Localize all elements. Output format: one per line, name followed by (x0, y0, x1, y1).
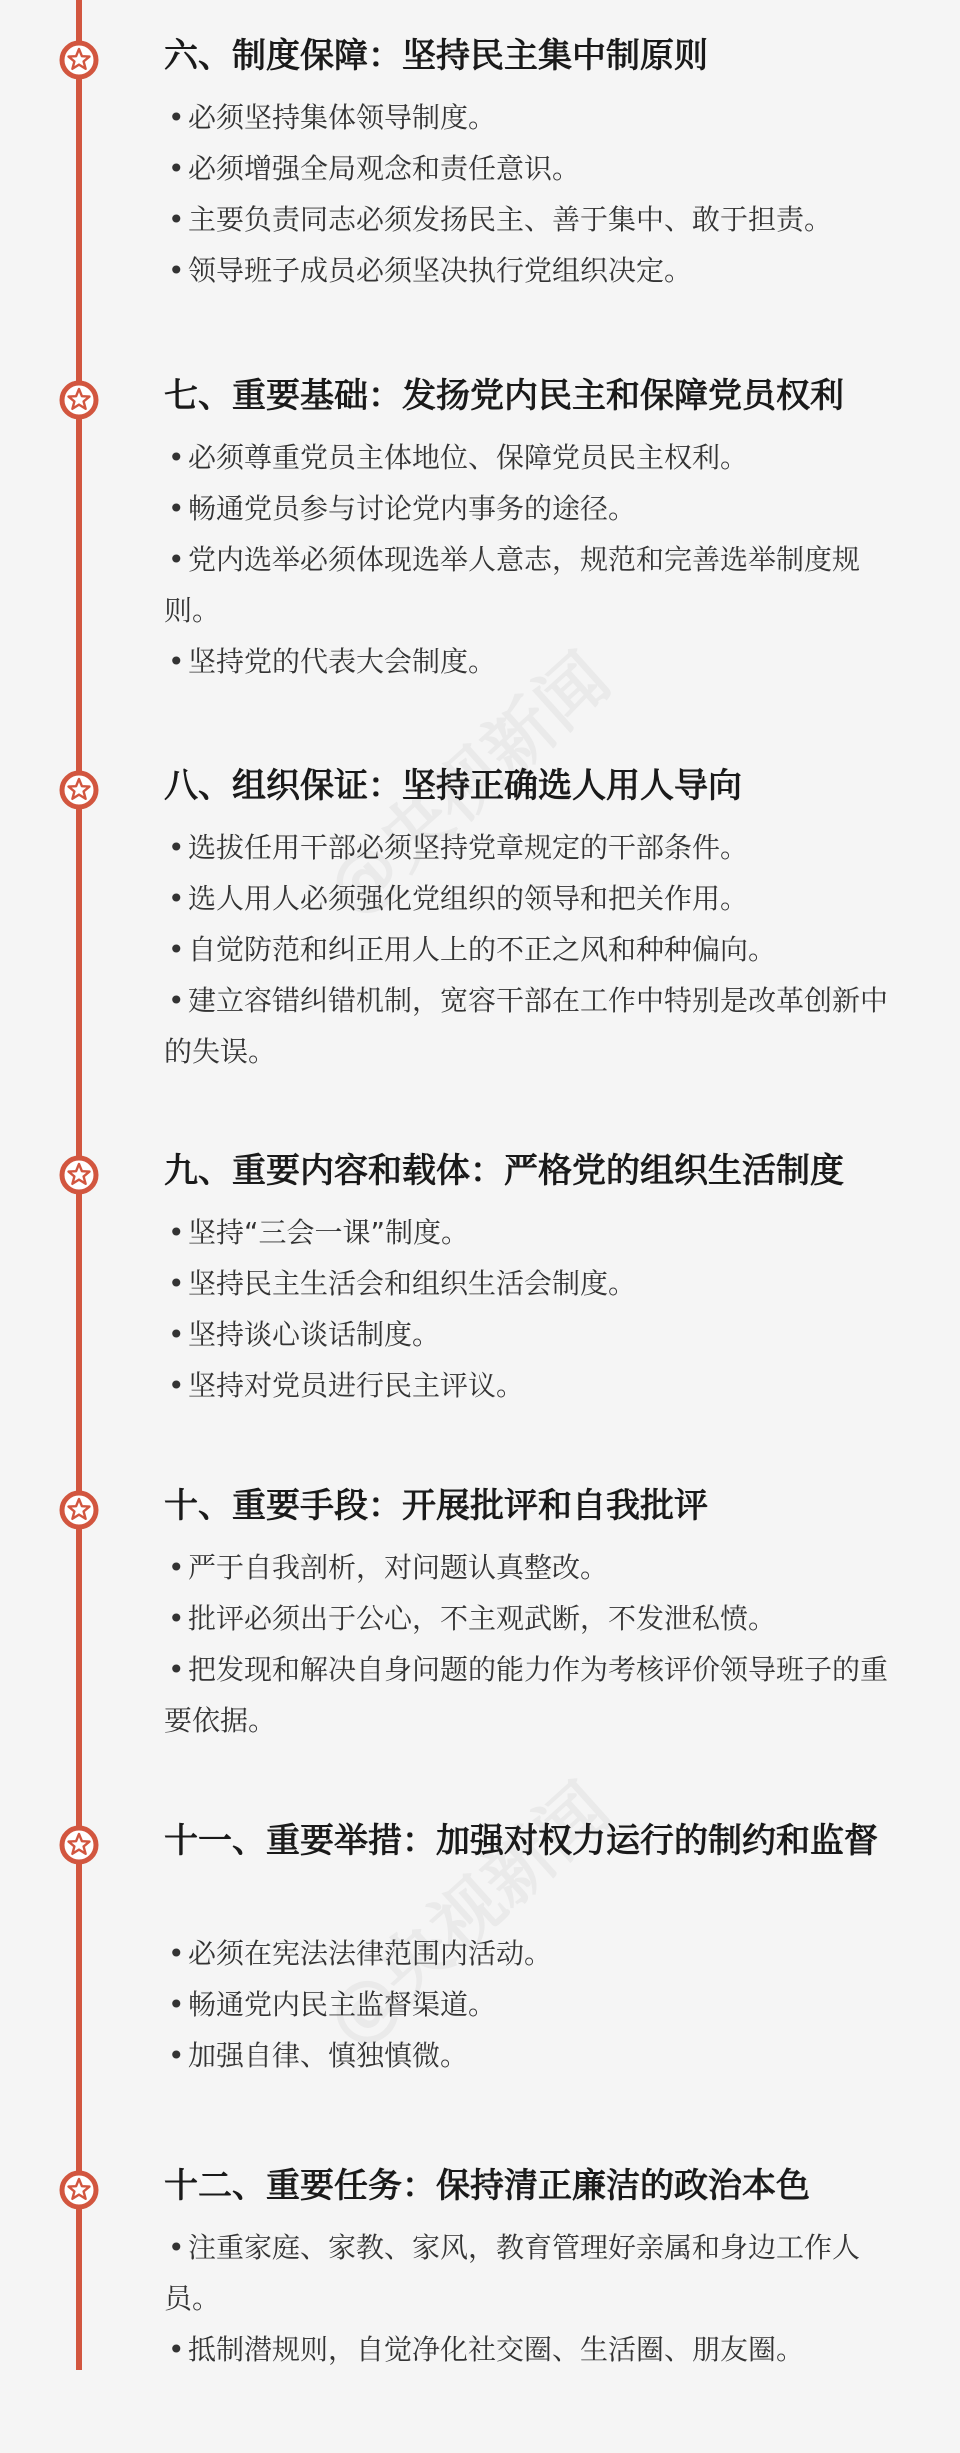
star-circle-icon (59, 380, 99, 420)
item-list (164, 822, 904, 1077)
star-circle-icon (59, 1155, 99, 1195)
star-circle-icon (59, 1490, 99, 1530)
section-title: 十、重要手段：开展批评和自我批评 (164, 1486, 708, 1526)
list-item: • 必须坚持集体领导制度。 (164, 92, 904, 143)
list-item: • 注重家庭、家教、家风，教育管理好亲属和身边工作人员。 (164, 2222, 904, 2324)
list-item: • 加强自律、慎独慎微。 (164, 2030, 904, 2081)
section-title: 六、制度保障：坚持民主集中制原则 (164, 36, 708, 76)
list-item: • 坚持“三会一课”制度。 (164, 1207, 904, 1258)
list-item: • 坚持民主生活会和组织生活会制度。 (164, 1258, 904, 1309)
item-list (164, 2222, 904, 2375)
list-item: • 坚持党的代表大会制度。 (164, 636, 904, 687)
list-item: • 主要负责同志必须发扬民主、善于集中、敢于担责。 (164, 194, 904, 245)
list-item: • 坚持谈心谈话制度。 (164, 1309, 904, 1360)
section-title: 八、组织保证：坚持正确选人用人导向 (164, 766, 742, 806)
list-item: • 选拔任用干部必须坚持党章规定的干部条件。 (164, 822, 904, 873)
star-circle-icon (59, 40, 99, 80)
list-item: • 必须增强全局观念和责任意识。 (164, 143, 904, 194)
item-list (164, 1928, 904, 2081)
list-item: • 把发现和解决自身问题的能力作为考核评价领导班子的重要依据。 (164, 1644, 904, 1746)
item-list (164, 92, 904, 296)
list-item: • 党内选举必须体现选举人意志，规范和完善选举制度规则。 (164, 534, 904, 636)
star-circle-icon (59, 1825, 99, 1865)
list-item: • 畅通党内民主监督渠道。 (164, 1979, 904, 2030)
list-item: • 领导班子成员必须坚决执行党组织决定。 (164, 245, 904, 296)
section-title: 九、重要内容和载体：严格党的组织生活制度 (164, 1151, 844, 1191)
list-item: • 畅通党员参与讨论党内事务的途径。 (164, 483, 904, 534)
section-title: 七、重要基础：发扬党内民主和保障党员权利 (164, 376, 844, 416)
item-list (164, 1542, 904, 1746)
item-list (164, 432, 904, 687)
list-item: • 选人用人必须强化党组织的领导和把关作用。 (164, 873, 904, 924)
list-item: • 自觉防范和纠正用人上的不正之风和种种偏向。 (164, 924, 904, 975)
list-item: • 批评必须出于公心，不主观武断，不发泄私愤。 (164, 1593, 904, 1644)
star-circle-icon (59, 2170, 99, 2210)
star-circle-icon (59, 770, 99, 810)
section-title: 十二、重要任务：保持清正廉洁的政治本色 (164, 2166, 810, 2206)
list-item: • 坚持对党员进行民主评议。 (164, 1360, 904, 1411)
item-list (164, 1207, 904, 1411)
list-item: • 建立容错纠错机制，宽容干部在工作中特别是改革创新中的失误。 (164, 975, 904, 1077)
section-title: 十一、重要举措：加强对权力运行的制约和监督 (164, 1821, 878, 1861)
list-item: • 必须尊重党员主体地位、保障党员民主权利。 (164, 432, 904, 483)
list-item: • 必须在宪法法律范围内活动。 (164, 1928, 904, 1979)
list-item: • 抵制潜规则，自觉净化社交圈、生活圈、朋友圈。 (164, 2324, 904, 2375)
list-item: • 严于自我剖析，对问题认真整改。 (164, 1542, 904, 1593)
